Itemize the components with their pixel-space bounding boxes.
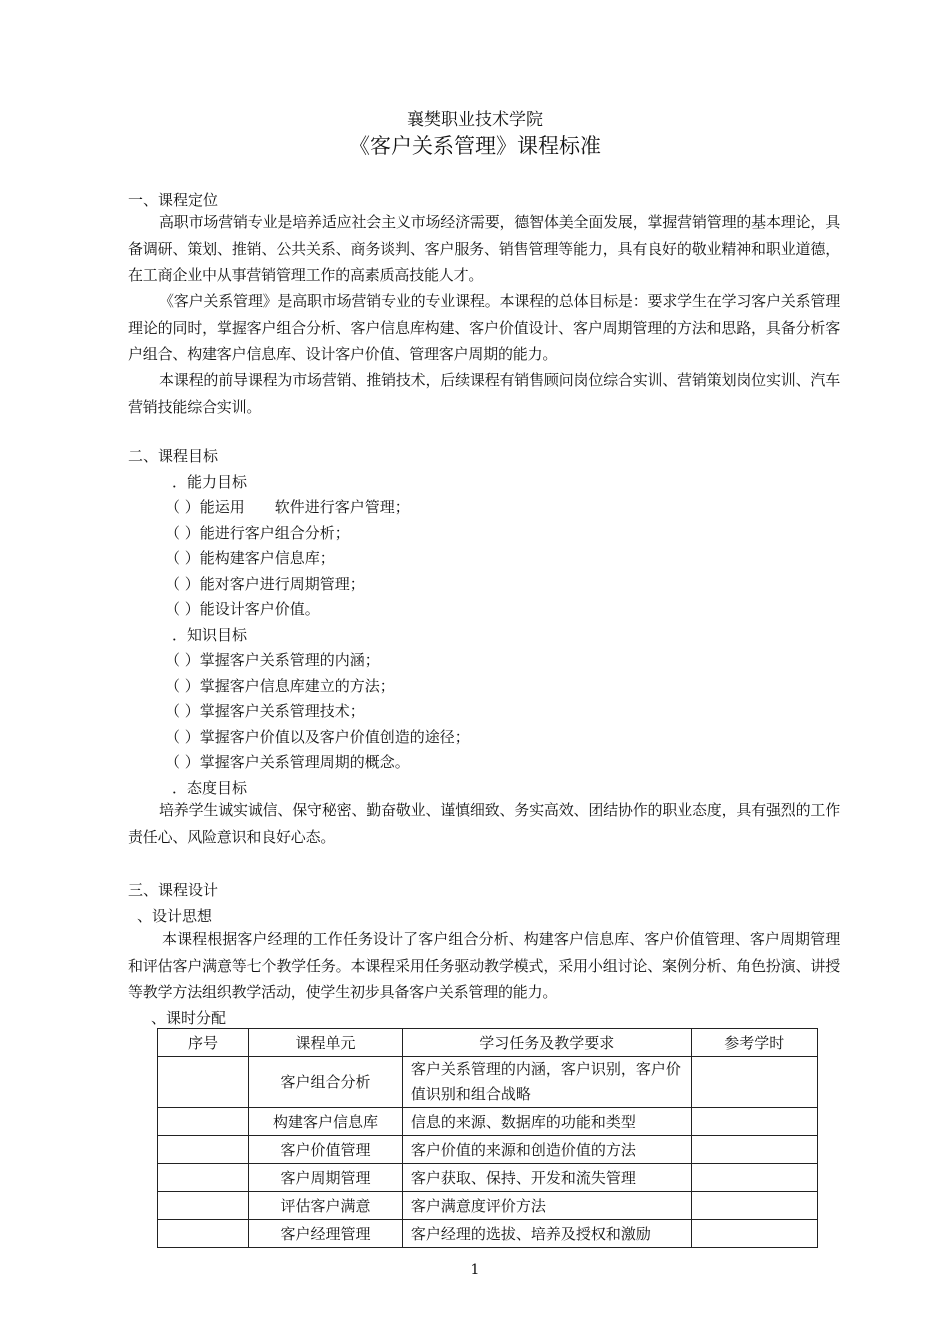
ability-item: （ ）能构建客户信息库；: [165, 549, 335, 567]
knowledge-item: （ ）掌握客户关系管理技术；: [165, 702, 365, 720]
knowledge-item: （ ）掌握客户信息库建立的方法；: [165, 677, 395, 695]
cell-hours: [691, 1164, 817, 1192]
header-task: 学习任务及教学要求: [402, 1029, 691, 1057]
hours-allocation-table: [157, 1028, 818, 1248]
cell-unit: 客户组合分析: [249, 1057, 403, 1108]
cell-hours: [691, 1136, 817, 1164]
page-number: 1: [470, 1262, 480, 1278]
cell-number: [158, 1108, 249, 1136]
ability-item: （ ）能进行客户组合分析；: [165, 524, 350, 542]
hours-allocation-label: 、课时分配: [151, 1009, 227, 1027]
table-row: [158, 1108, 818, 1136]
cell-task: 客户经理的选拔、培养及授权和激励: [402, 1220, 691, 1248]
paragraph-attitude: 培养学生诚实诚信、保守秘密、勤奋敬业、谨慎细致、务实高效、团结协作的职业态度，具有强烈的工作责任心、风险意识和良好心态。: [128, 801, 840, 846]
header-unit: 课程单元: [249, 1029, 403, 1057]
cell-unit: 构建客户信息库: [249, 1108, 403, 1136]
cell-task: 客户关系管理的内涵，客户识别，客户价值识别和组合战略: [402, 1057, 691, 1108]
paragraph-program-intro: 高职市场营销专业是培养适应社会主义市场经济需要，德智体美全面发展，掌握营销管理的基本理论，具备调研、策划、推销、公共关系、商务谈判、客户服务、销售管理等能力，具有良好的敬业精神和职业道德，在工商企业中从事营销管理工作的高素质高技能人才。: [128, 213, 840, 284]
ability-item: （ ）能运用 软件进行客户管理；: [165, 498, 410, 516]
cell-number: [158, 1164, 249, 1192]
ability-item: （ ）能对客户进行周期管理；: [165, 575, 365, 593]
section-heading-objectives: 二、课程目标: [128, 447, 219, 465]
cell-hours: [691, 1220, 817, 1248]
paragraph-course-goal: 《客户关系管理》是高职市场营销专业的专业课程。本课程的总体目标是：要求学生在学习客户关系管理理论的同时，掌握客户组合分析、客户信息库构建、客户价值设计、客户周期管理的方法和思路，具备分析客户组合、构建客户信息库、设计客户价值、管理客户周期的能力。: [128, 292, 840, 363]
cell-number: [158, 1192, 249, 1220]
cell-task: 客户价值的来源和创造价值的方法: [402, 1136, 691, 1164]
section-heading-positioning: 一、课程定位: [128, 191, 219, 209]
paragraph-prerequisites: 本课程的前导课程为市场营销、推销技术，后续课程有销售顾问岗位综合实训、营销策划岗位实训、汽车营销技能综合实训。: [128, 371, 840, 416]
table-header-row: [158, 1029, 818, 1057]
header-hours: 参考学时: [691, 1029, 817, 1057]
table-row: [158, 1192, 818, 1220]
attitude-objectives-label: ．态度目标: [172, 779, 248, 797]
cell-task: 信息的来源、数据库的功能和类型: [402, 1108, 691, 1136]
cell-hours: [691, 1108, 817, 1136]
section-heading-design: 三、课程设计: [128, 881, 219, 899]
table-row: [158, 1136, 818, 1164]
school-name: 襄樊职业技术学院: [407, 110, 543, 130]
header-number: 序号: [158, 1029, 249, 1057]
cell-unit: 客户周期管理: [249, 1164, 403, 1192]
cell-task: 客户满意度评价方法: [402, 1192, 691, 1220]
cell-hours: [691, 1057, 817, 1108]
table-row: [158, 1164, 818, 1192]
design-idea-label: 、设计思想: [137, 907, 213, 925]
cell-number: [158, 1136, 249, 1164]
document-title: 《客户关系管理》课程标准: [349, 134, 601, 158]
cell-task: 客户获取、保持、开发和流失管理: [402, 1164, 691, 1192]
paragraph-design-idea: 本课程根据客户经理的工作任务设计了客户组合分析、构建客户信息库、客户价值管理、客户周期管理和评估客户满意等七个教学任务。本课程采用任务驱动教学模式，采用小组讨论、案例分析、角色扮演、讲授等教学方法组织教学活动，使学生初步具备客户关系管理的能力。: [128, 930, 840, 1001]
knowledge-item: （ ）掌握客户关系管理的内涵；: [165, 651, 380, 669]
knowledge-item: （ ）掌握客户关系管理周期的概念。: [165, 753, 410, 771]
knowledge-item: （ ）掌握客户价值以及客户价值创造的途径；: [165, 728, 470, 746]
cell-number: [158, 1220, 249, 1248]
table-row: [158, 1057, 818, 1108]
cell-hours: [691, 1192, 817, 1220]
table-row: [158, 1220, 818, 1248]
cell-unit: 评估客户满意: [249, 1192, 403, 1220]
cell-number: [158, 1057, 249, 1108]
knowledge-objectives-label: ．知识目标: [172, 626, 248, 644]
ability-item: （ ）能设计客户价值。: [165, 600, 320, 618]
cell-unit: 客户经理管理: [249, 1220, 403, 1248]
cell-unit: 客户价值管理: [249, 1136, 403, 1164]
ability-objectives-label: ．能力目标: [172, 473, 248, 491]
